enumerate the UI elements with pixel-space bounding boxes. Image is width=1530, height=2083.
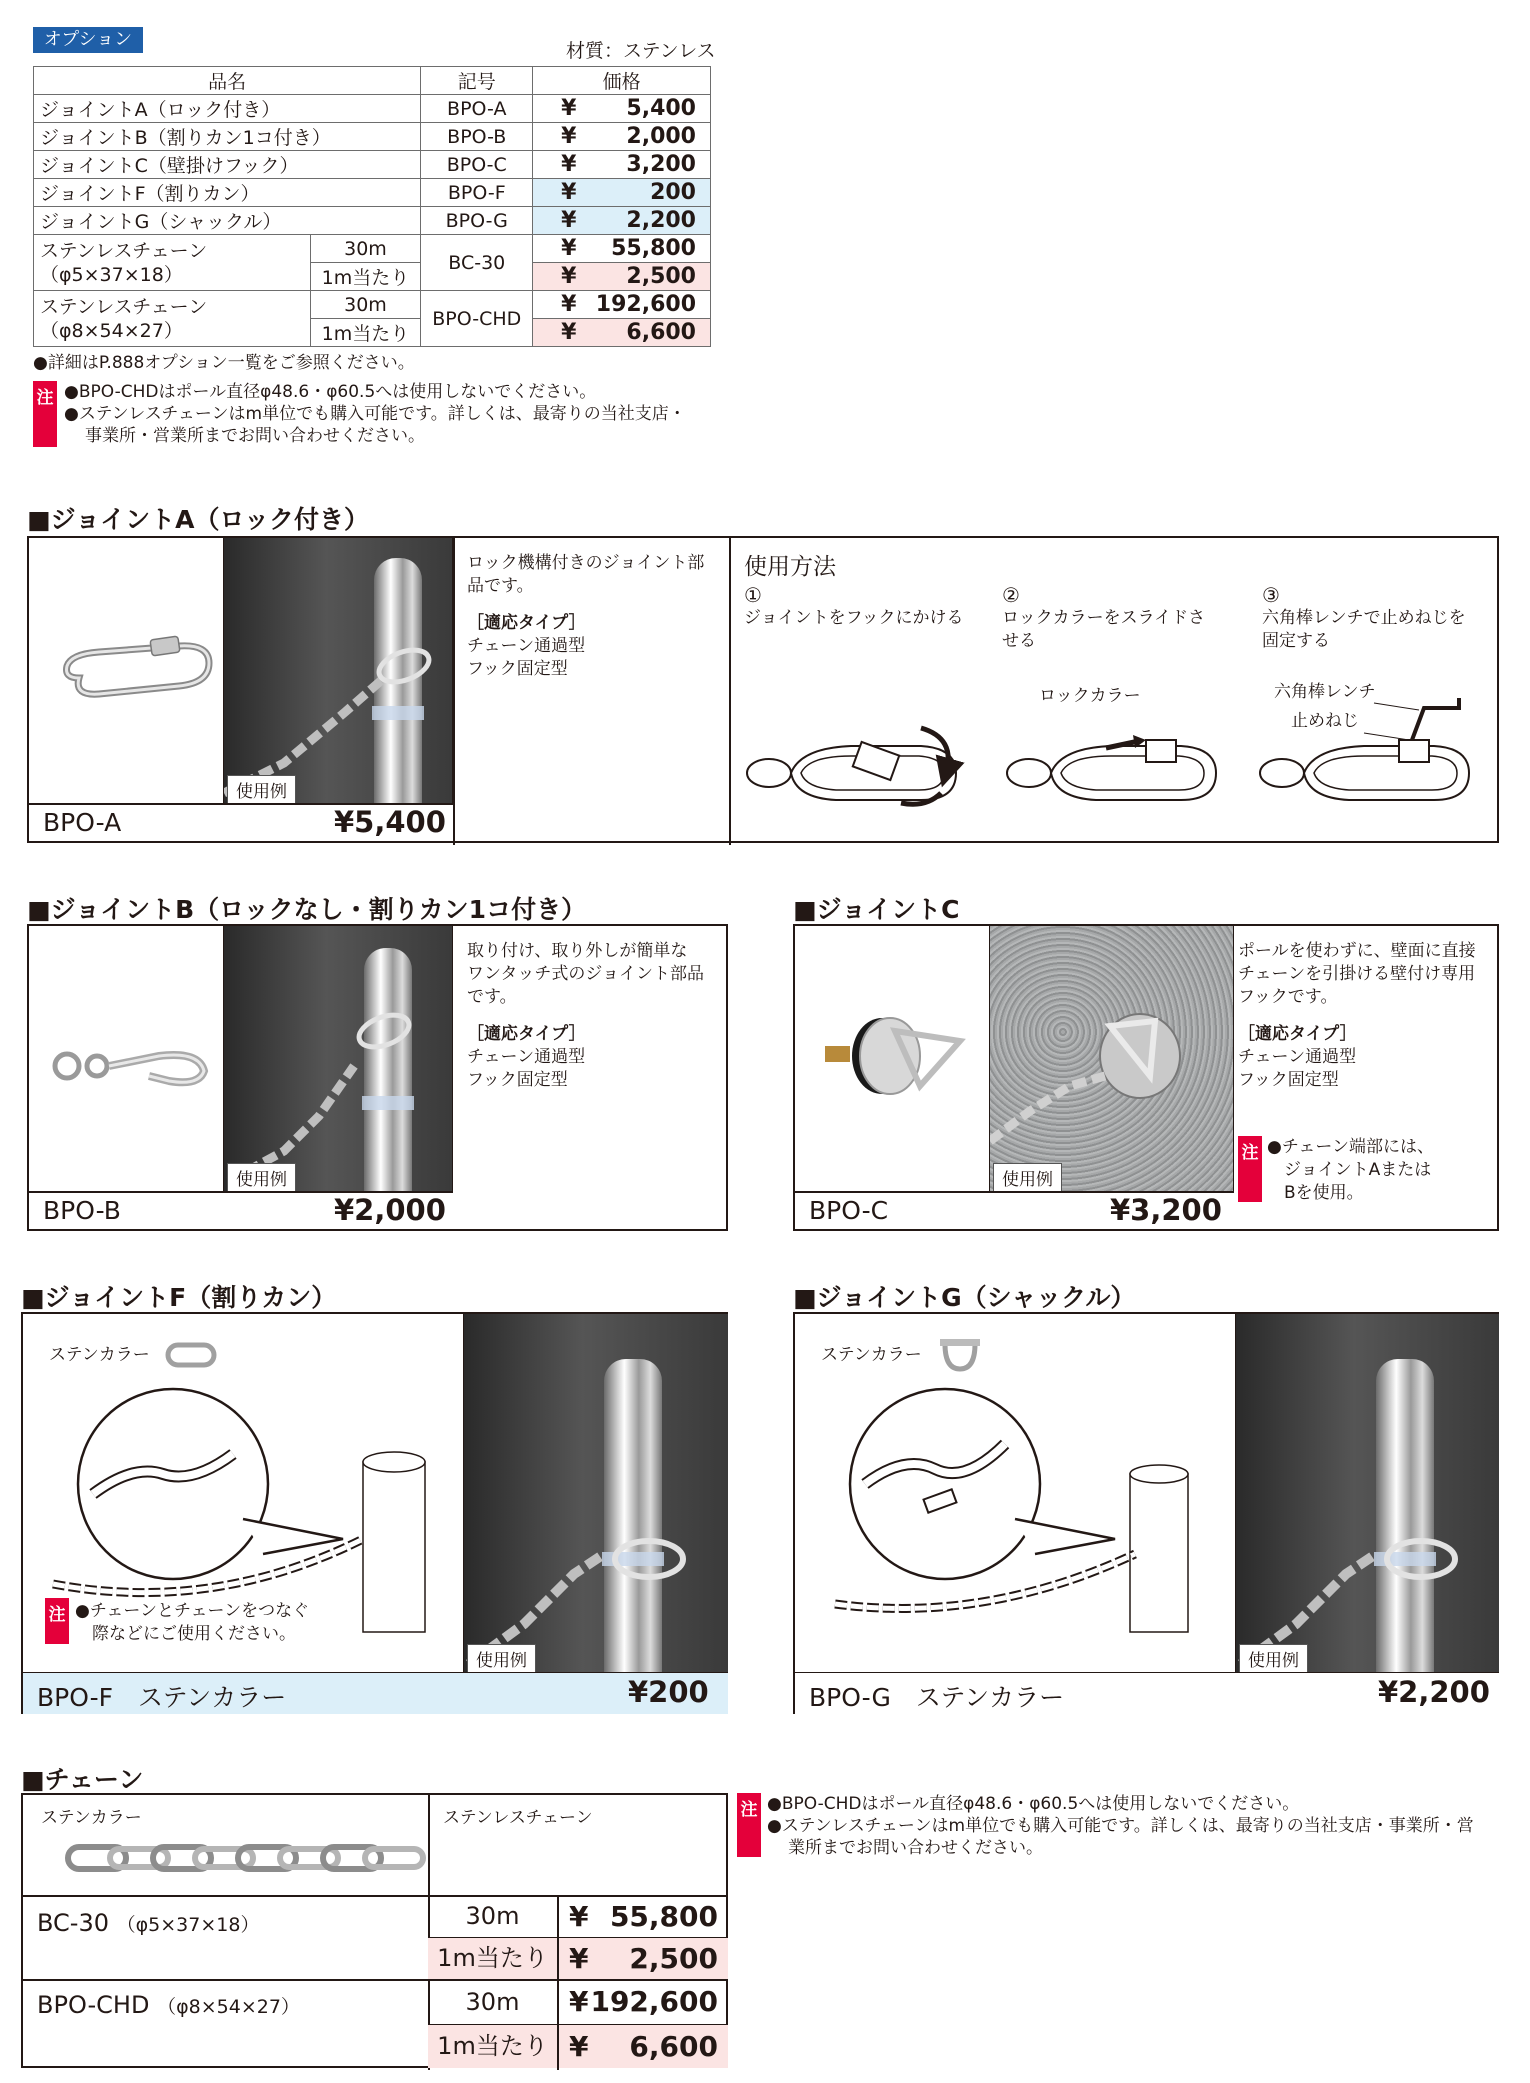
table-row — [34, 95, 711, 123]
chain-caution-notes: ●BPO-CHDはポール直径φ48.6・φ60.5へは使用しないでください。 ●ステンレスチェーンはm単位でも購入可能です。詳しくは、最寄りの当社支店・事業所・営 業所までお問い合わせください。 — [767, 1794, 1474, 1858]
caution-badge: 注 — [45, 1598, 69, 1644]
joint-b-usage-photo — [223, 926, 453, 1191]
row-code: BPO-B — [421, 123, 533, 151]
row-code: BPO-G — [421, 207, 533, 235]
chain-row-code: BC-30 （φ5×37×18） — [37, 1909, 260, 1937]
header-code: 記号 — [421, 67, 533, 95]
joint-b-title: ■ジョイントB（ロックなし・割りカン1コ付き） — [27, 895, 587, 924]
row-name: ジョイントF（割りカン） — [34, 179, 421, 207]
header-price: 価格 — [533, 67, 711, 95]
joint-c-title: ■ジョイントC — [793, 895, 960, 924]
table-row — [34, 123, 711, 151]
row-price: ¥ 2,200 — [533, 207, 711, 235]
joint-b-panel — [27, 924, 728, 1231]
row-name: ジョイントC（壁掛けフック） — [34, 151, 421, 179]
product-price: ¥200 — [628, 1675, 709, 1709]
usage-label: 使用例 — [227, 1163, 296, 1192]
shackle-diagram — [805, 1374, 1245, 1634]
chain-length: 30m — [310, 291, 421, 319]
chain-name: ステンレスチェーン （φ8×54×27） — [34, 291, 311, 347]
howto-step-1: ① ジョイントをフックにかける — [744, 583, 964, 628]
split-ring-image — [163, 1340, 223, 1370]
table-row — [34, 207, 711, 235]
joint-f-note: ●チェーンとチェーンをつなぐ 際などにご使用ください。 — [75, 1601, 310, 1644]
joint-c-usage-photo — [989, 926, 1234, 1191]
table-row — [34, 179, 711, 207]
row-price: ¥ 192,600 — [533, 291, 711, 319]
joint-a-usage-photo — [223, 538, 453, 803]
product-code: BPO-G ステンカラー — [809, 1683, 1065, 1712]
chain-illustration — [464, 1464, 729, 1672]
chain-length: 30m — [310, 235, 421, 263]
joint-f-footer — [23, 1672, 728, 1714]
row-code: BPO-F — [421, 179, 533, 207]
howto-step-2: ② ロックカラーをスライドさ せる — [1002, 583, 1206, 651]
chain-price: ¥ 192,600 — [569, 1985, 718, 2018]
step-3-diagram — [1254, 688, 1504, 828]
snap-hook-image — [39, 1026, 219, 1106]
row-price: ¥ 55,800 — [533, 235, 711, 263]
product-price: ¥2,000 — [334, 1193, 446, 1227]
table-header-row — [34, 67, 711, 95]
material-label: 材質：ステンレス — [566, 40, 716, 62]
chain-length: 1m当たり — [428, 1938, 557, 1979]
joint-a-description: ロック機構付きのジョイント部 品です。 ［適応タイプ］ チェーン通過型 フック固定型 — [467, 553, 705, 679]
wall-hook-illustration — [990, 926, 1235, 1191]
caution-badge: 注 — [1238, 1136, 1262, 1202]
product-price: ¥3,200 — [1110, 1193, 1222, 1227]
usage-label: 使用例 — [993, 1163, 1062, 1192]
row-name: ジョイントA（ロック付き） — [34, 95, 421, 123]
chain-price: ¥ 55,800 — [569, 1900, 718, 1933]
howto-step-3: ③ 六角棒レンチで止めねじを 固定する — [1262, 583, 1466, 651]
chain-color-label: ステンカラー — [41, 1808, 142, 1828]
caution-badge: 注 — [737, 1793, 761, 1857]
caution-badge: 注 — [33, 381, 57, 447]
row-price: ¥ 5,400 — [533, 95, 711, 123]
chain-title: ■チェーン — [21, 1765, 144, 1794]
joint-c-panel — [793, 924, 1499, 1231]
product-code: BPO-F ステンカラー — [37, 1683, 287, 1712]
chain-length: 30m — [465, 1988, 520, 2016]
split-ring-diagram — [33, 1374, 473, 1634]
chain-length: 1m当たり — [310, 263, 421, 291]
joint-a-panel — [27, 536, 1499, 843]
chain-code: BPO-CHD — [421, 291, 533, 347]
chain-panel — [21, 1793, 728, 2068]
product-code: BPO-C — [809, 1196, 889, 1225]
color-label: ステンカラー — [49, 1345, 150, 1365]
step-1-diagram — [741, 708, 981, 828]
joint-g-footer — [795, 1672, 1499, 1714]
chain-length: 30m — [465, 1902, 520, 1930]
product-code: BPO-B — [43, 1196, 121, 1225]
usage-label: 使用例 — [467, 1644, 536, 1673]
chain-type-label: ステンレスチェーン — [443, 1808, 593, 1828]
label-wrench: 六角棒レンチ — [1274, 682, 1376, 702]
row-price: ¥ 2,000 — [533, 123, 711, 151]
shackle-image — [935, 1334, 985, 1374]
reference-note: ●詳細はP.888オプション一覧をご参照ください。 — [33, 353, 415, 373]
product-price: ¥5,400 — [334, 805, 446, 839]
row-price: ¥ 200 — [533, 179, 711, 207]
carabiner-lock-image — [59, 628, 219, 718]
color-label: ステンカラー — [821, 1345, 922, 1365]
joint-g-title: ■ジョイントG（シャックル） — [793, 1283, 1136, 1312]
chain-row-code: BPO-CHD （φ8×54×27） — [37, 1991, 300, 2019]
joint-a-title: ■ジョイントA（ロック付き） — [27, 505, 369, 534]
row-code: BPO-C — [421, 151, 533, 179]
joint-b-description: 取り付け、取り外しが簡単な ワンタッチ式のジョイント部品 です。 ［適応タイプ］ チェーン通過型 フック固定型 — [467, 941, 704, 1090]
wall-hook-image — [810, 1001, 980, 1131]
joint-f-title: ■ジョイントF（割りカン） — [21, 1283, 337, 1312]
row-price: ¥ 6,600 — [533, 319, 711, 347]
chain-length: 1m当たり — [428, 2025, 557, 2068]
table-row — [34, 151, 711, 179]
product-price: ¥2,200 — [1378, 1675, 1490, 1709]
caution-notes: ●BPO-CHDはポール直径φ48.6・φ60.5へは使用しないでください。 ●ステンレスチェーンはm単位でも購入可能です。詳しくは、最寄りの当社支店・ 事業所・営業所までお問い合わせください。 — [64, 382, 686, 446]
joint-f-panel — [21, 1312, 728, 1714]
chain-illustration — [1236, 1464, 1500, 1672]
chain-price: ¥ 6,600 — [559, 2025, 728, 2068]
joint-g-usage-photo — [1235, 1314, 1499, 1672]
row-price: ¥ 2,500 — [533, 263, 711, 291]
chain-length: 1m当たり — [310, 319, 421, 347]
row-name: ジョイントB（割りカン1コ付き） — [34, 123, 421, 151]
label-screw: 止めねじ — [1291, 711, 1359, 731]
table-row — [34, 291, 711, 319]
product-code: BPO-A — [43, 808, 122, 837]
option-label: オプション — [33, 27, 143, 53]
chain-code: BC-30 — [421, 235, 533, 291]
usage-label: 使用例 — [1239, 1644, 1308, 1673]
joint-f-usage-photo — [463, 1314, 728, 1672]
joint-c-note: ●チェーン端部には、 ジョイントAまたは Bを使用。 — [1267, 1137, 1434, 1203]
joint-g-panel — [793, 1312, 1499, 1714]
step-2-diagram — [1001, 708, 1241, 828]
chain-name: ステンレスチェーン （φ5×37×18） — [34, 235, 311, 291]
joint-c-description: ポールを使わずに、壁面に直接 チェーンを引掛ける壁付け専用 フックです。 ［適応タイプ］ チェーン通過型 フック固定型 — [1238, 941, 1476, 1090]
label-lock-collar: ロックカラー — [1039, 686, 1141, 706]
row-price: ¥ 3,200 — [533, 151, 711, 179]
table-row — [34, 235, 711, 263]
row-code: BPO-A — [421, 95, 533, 123]
row-name: ジョイントG（シャックル） — [34, 207, 421, 235]
chain-image — [63, 1833, 453, 1883]
option-table — [33, 66, 711, 347]
usage-label: 使用例 — [227, 775, 296, 804]
header-name: 品名 — [34, 67, 421, 95]
chain-price: ¥ 2,500 — [557, 1938, 728, 1979]
howto-title: 使用方法 — [744, 554, 836, 580]
